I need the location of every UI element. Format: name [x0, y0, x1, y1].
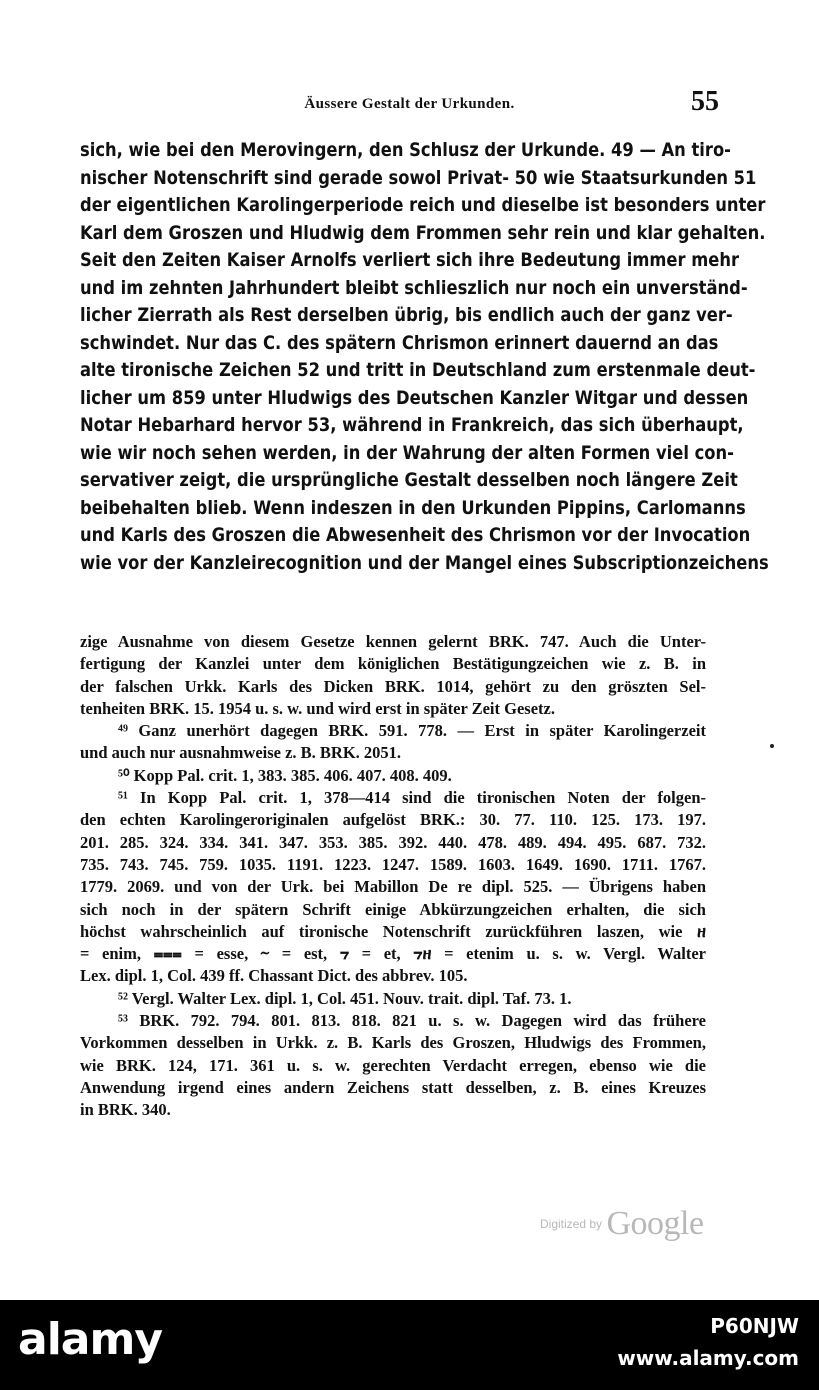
running-head: Äussere Gestalt der Urkunden. [304, 96, 515, 112]
main-text-line: und im zehnten Jahrhundert bleibt schlieszlich nur noch ein unverständ- [80, 276, 748, 299]
footnote-line: und auch nur ausnahmweise z. B. BRK. 2051. [80, 743, 402, 763]
main-text-line: licher um 859 unter Hludwigs des Deutschen Kanzler Witgar und dessen [80, 386, 749, 409]
main-text-line: alte tironische Zeichen 52 und tritt in Deutschland zum erstenmale deut- [80, 359, 756, 381]
main-text-line: schwindet. Nur das C. des spätern Chrismon erinnert dauernd an das [80, 331, 719, 354]
main-text-line: wie wir noch sehen werden, in der Wahrung der alten Formen viel con- [80, 441, 734, 464]
watermark-google-logo: Google [606, 1205, 704, 1242]
main-text-line: licher Zierrath als Rest derselben übrig, bis endlich auch der ganz ver- [80, 304, 733, 326]
main-text-line: nischer Notenschrift sind gerade sowol Privat- 50 wie Staatsurkunden 51 [80, 166, 757, 189]
footnote-line: 201. 285. 324. 334. 341. 347. 353. 385. 392. 440. 478. 489. 494. 495. 687. 732. [80, 832, 706, 852]
footnote-line: sich noch in der spätern Schrift einige Abkürzungzeichen erhalten, die sich [80, 899, 706, 919]
page-number: 55 [691, 86, 719, 117]
footnote-line: ⁵³ BRK. 792. 794. 801. 813. 818. 821 u. s. w. Dagegen wird das frühere [118, 1011, 706, 1031]
footnote-line: Vorkommen desselben in Urkk. z. B. Karls des Groszen, Hludwigs des Frommen, [80, 1033, 706, 1053]
scan-speck [770, 744, 774, 748]
main-text-line: und Karls des Groszen die Abwesenheit des Chrismon vor der Invocation [80, 524, 751, 546]
footnote-line: Anwendung irgend eines andern Zeichens statt desselben, z. B. eines Kreuzes [80, 1077, 706, 1097]
footnote-line: 735. 743. 745. 759. 1035. 1191. 1223. 1247. 1589. 1603. 1649. 1690. 1711. 1767. [80, 854, 706, 874]
main-text-line: Seit den Zeiten Kaiser Arnolfs verliert sich ihre Bedeutung immer mehr [80, 249, 740, 271]
main-text-line: beibehalten blieb. Wenn indeszen in den Urkunden Pippins, Carlomanns [80, 496, 746, 519]
main-text-line: Notar Hebarhard hervor 53, während in Frankreich, das sich überhaupt, [80, 414, 744, 436]
footnote-line: = enim, ⩶ = esse, ⁓ = est, ⁊ = et, ⁊ዘ = etenim u. s. w. Vergl. Walter [80, 944, 706, 964]
footnote-line: ⁴⁹ Ganz unerhört dagegen BRK. 591. 778. — Erst in später Karolingerzeit [118, 721, 706, 741]
footnote-line: wie BRK. 124, 171. 361 u. s. w. gerechten Verdacht erregen, ebenso wie die [80, 1055, 706, 1075]
watermark-digitized-label: Digitized by [540, 1217, 603, 1231]
footnote-line: der falschen Urkk. Karls des Dicken BRK. 1014, gehört zu den gröszten Sel- [80, 676, 706, 696]
footnote-line: tenheiten BRK. 15. 1954 u. s. w. und wird erst in später Zeit Gesetz. [80, 698, 555, 718]
main-text-line: der eigentlichen Karolingerperiode reich und dieselbe ist besonders unter [80, 194, 766, 216]
main-text-line: servativer zeigt, die ursprüngliche Gestalt desselben noch längere Zeit [80, 469, 738, 491]
banner-url: www.alamy.com [617, 1346, 799, 1370]
main-text-block [80, 137, 769, 577]
main-text-line: sich, wie bei den Merovingern, den Schlusz der Urkunde. 49 — An tiro- [80, 139, 731, 161]
footnote-line: zige Ausnahme von diesem Gesetze kennen gelernt BRK. 747. Auch die Unter- [80, 632, 706, 651]
main-text-line: Karl dem Groszen und Hludwig dem Frommen sehr rein und klar gehalten. [80, 221, 766, 244]
main-text-line: wie vor der Kanzleirecognition und der Mangel eines Subscriptionzeichens [80, 551, 769, 574]
google-watermark [540, 1205, 704, 1243]
footnote-line: ⁵¹ In Kopp Pal. crit. 1, 378—414 sind die tironischen Noten der folgen- [118, 788, 706, 808]
footnote-line: ⁵² Vergl. Walter Lex. dipl. 1, Col. 451. Nouv. trait. dipl. Taf. 73. 1. [118, 988, 572, 1008]
footnote-line: in BRK. 340. [80, 1100, 171, 1120]
footnotes-block [80, 631, 706, 1122]
alamy-logo: alamy [18, 1314, 162, 1365]
footnote-line: höchst wahrscheinlich auf tironische Notenschrift zurückführen laszen, wie ዘ [80, 921, 706, 941]
footnote-line: ⁵⁰ Kopp Pal. crit. 1, 383. 385. 406. 407. 408. 409. [118, 765, 452, 785]
stock-banner [0, 1300, 819, 1390]
footnote-line: fertigung der Kanzlei unter dem königlichen Bestätigungzeichen wie z. B. in [80, 654, 706, 674]
footnote-line: 1779. 2069. und von der Urk. bei Mabillon De re dipl. 525. — Übrigens haben [80, 877, 706, 897]
footnote-line: Lex. dipl. 1, Col. 439 ff. Chassant Dict. des abbrev. 105. [80, 966, 468, 986]
footnote-line: den echten Karolingeroriginalen aufgelöst BRK.: 30. 77. 110. 125. 173. 197. [80, 810, 706, 830]
image-id-label: P60NJW [710, 1314, 799, 1338]
